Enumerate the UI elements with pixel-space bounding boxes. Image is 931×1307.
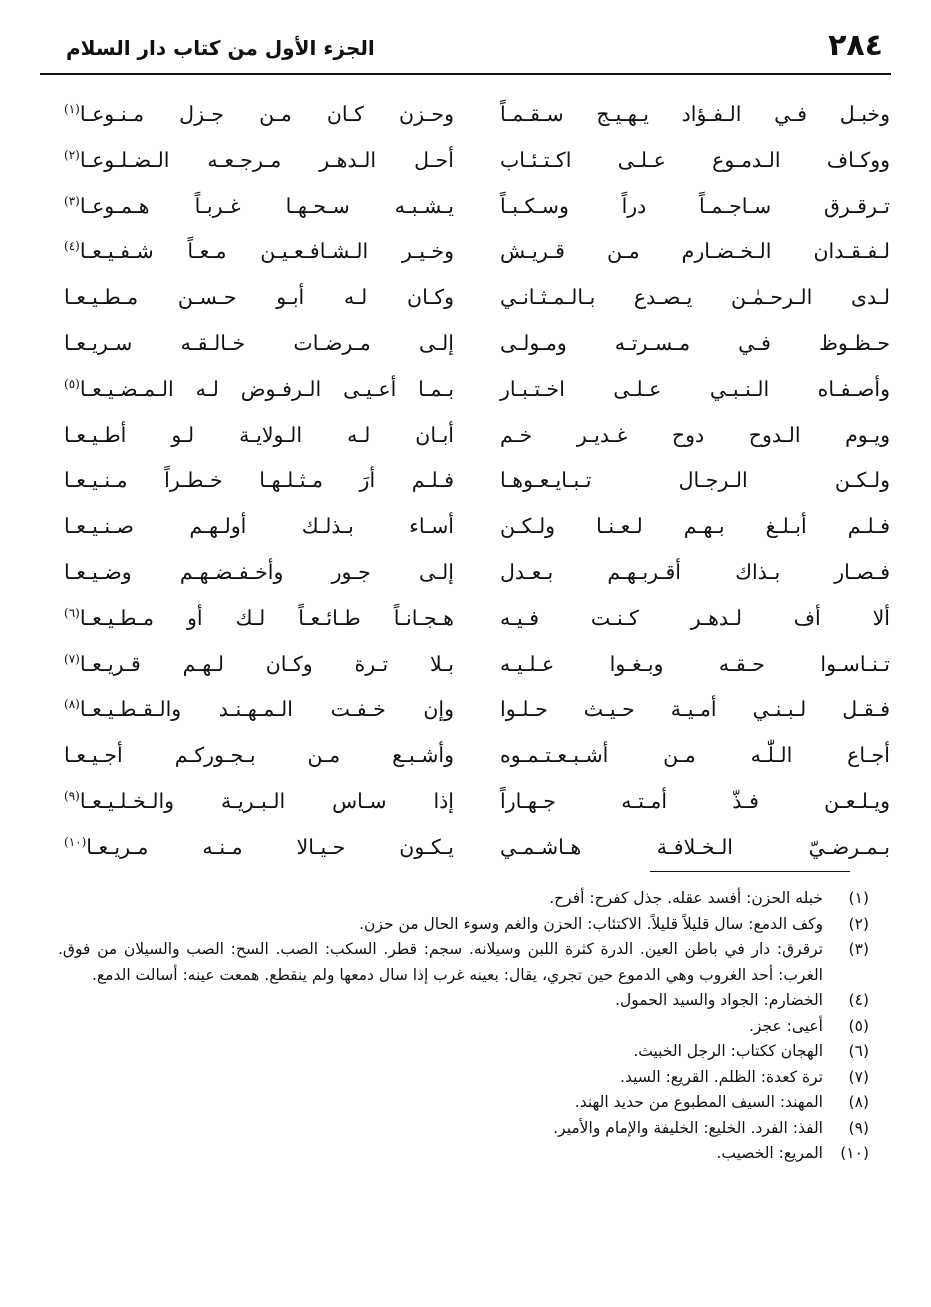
footnote-number: (٩) [848, 1118, 869, 1137]
hemistich-first [500, 321, 890, 367]
hemistich-second [64, 779, 454, 825]
hemistich-first [500, 367, 890, 413]
hemistich-first-text: فـلـم أبـلـغ بـهـم لـعـنـا ولـكـن [500, 514, 890, 539]
hemistich-first-text: وخبـل فـي الـفـؤاد يـهـيـج سـقـمـاً [500, 102, 890, 126]
hemistich-second [64, 504, 454, 550]
footnote-number: (٧) [848, 1067, 869, 1086]
footnote-marker: (٦) [64, 605, 80, 620]
hemistich-first-text: ألا أف لـدهـر كـنـت فـيـه [500, 605, 890, 630]
hemistich-second [64, 596, 454, 642]
hemistich-second-text: يـشـبـه سـحـهـا غـربـاً هـمـوعـا [79, 193, 454, 218]
footnote-text: المريع: الخصيب. [716, 1144, 823, 1162]
footnote-number: (١) [848, 889, 869, 907]
footnote [58, 886, 869, 912]
hemistich-second-text: وإن خـفـت الـمـهـنـد والـقـطـيـعـا [79, 697, 454, 722]
page-number: ٢٨٤ [828, 28, 883, 63]
footnote-number: (٥) [848, 1016, 869, 1035]
hemistich-second [64, 687, 454, 733]
hemistich-second-text: هـجـانـاً طـائـعـاً لـك أو مـطـيـعـا [79, 605, 454, 630]
hemistich-first [500, 733, 890, 779]
page-header [40, 24, 891, 70]
hemistich-second-text: أبـان لـه الـولايـة لـو أطـيـعـا [64, 422, 454, 447]
footnote-marker: (٧) [64, 651, 80, 666]
footnote-number: (٤) [848, 991, 869, 1009]
footnote [58, 937, 869, 988]
hemistich-first [500, 184, 890, 230]
hemistich-first [500, 642, 890, 688]
hemistich-first-text: تـنـاسـوا حـقـه وبـغـوا عـلـيـه [500, 651, 890, 676]
poem-left-column [64, 92, 454, 871]
footnotes [58, 886, 869, 1167]
hemistich-first-text: حـظـوظ فـي مـسـرتـه ومـولـى [500, 330, 890, 355]
hemistich-first-text: أجـاع الـلّٰـه مـن أشـبـعـتـمـوه [500, 743, 890, 768]
footnote-marker: (٣) [64, 193, 80, 208]
footnote-number: (٣) [848, 940, 869, 958]
hemistich-second-text: يـكـون حـيـالا مـنـه مـريـعـا [86, 834, 454, 859]
hemistich-second [64, 184, 454, 230]
hemistich-first [500, 550, 890, 596]
poem-right-column [500, 92, 890, 871]
hemistich-second-text: بـمـا أعـيـى الـرفـوض لـه الـمـضـيـعـا [79, 376, 454, 401]
hemistich-first-text: لـفـقـدان الـخـضـارم مـن قـريـش [500, 239, 890, 264]
footnote-marker: (٥) [64, 376, 80, 391]
hemistich-second [64, 825, 454, 871]
running-title: الجزء الأول من كتاب دار السلام [66, 36, 375, 60]
hemistich-first [500, 138, 890, 184]
hemistich-second [64, 275, 454, 321]
hemistich-second-text: وكـان لـه أبـو حـسـن مـطـيـعـا [64, 285, 454, 310]
footnote-marker: (١٠) [64, 834, 87, 849]
footnote-text: خبله الحزن: أفسد عقله. جذل كفرح: أفرح. [549, 889, 823, 907]
hemistich-second-text: وخـيـر الـشـافـعـيـن مـعـاً شـفـيـعـا [79, 239, 454, 264]
footnote-marker: (٩) [64, 789, 80, 804]
hemistich-second [64, 642, 454, 688]
hemistich-first [500, 92, 890, 138]
footnote [58, 1090, 869, 1116]
hemistich-second-text: إلـى مـرضـات خـالـقـه سـريـعـا [64, 330, 454, 355]
hemistich-second-text: فـلـم أرَ مـثـلـهـا خـطـراً مـنـيـعـا [64, 468, 454, 493]
footnote-number: (٦) [848, 1042, 869, 1060]
hemistich-first [500, 779, 890, 825]
hemistich-first-text: ووكـاف الـدمـوع عـلـى اكـتـئـاب [500, 147, 890, 172]
footnote-number: (٢) [848, 914, 869, 933]
hemistich-second [64, 321, 454, 367]
hemistich-first-text: ويـوم الـدوح دوح غـديـر خـم [500, 422, 890, 447]
hemistich-second-text: وأشـبـع مـن بـجـوركـم أجـيـعـا [64, 743, 454, 768]
hemistich-first-text: ولـكـن الـرجـال تـبـايـعـوهـا [500, 468, 890, 493]
footnote [58, 1116, 869, 1142]
hemistich-second [64, 458, 454, 504]
hemistich-first-text: تـرقـرق سـاجـمـاً دراً وسـكـبـاً [500, 193, 890, 218]
hemistich-first [500, 229, 890, 275]
hemistich-first-text: بـمـرضـيّ الـخـلافـة هـاشـمـي [500, 834, 890, 859]
hemistich-second-text: أسـاء بـذلـك أولـهـم صـنـيـعـا [64, 514, 454, 539]
footnote-marker: (١) [64, 102, 80, 117]
header-rule [40, 73, 891, 75]
footnote-text: الفذ: الفرد. الخليع: الخليفة والإمام والأمير. [553, 1118, 823, 1137]
footnote-text: وكف الدمع: سال قليلاً قليلاً. الاكتئاب: الحزن والغم وسوء الحال من حزن. [359, 914, 823, 933]
hemistich-second [64, 92, 454, 138]
footnote-text: ترقرق: دار في باطن العين. الدرة كثرة اللبن وسيلانه. سجم: قطر. السكب: الصب. السح: الصب والسيلان من فوق. الغرب: أحد الغروب وهي الدموع حين تجري، يقال: بعينه غرب إذا سال دمعها ولم ينقطع. همعت عينه: أسالت الدمع. [58, 940, 823, 984]
footnote-text: ترة كعدة: الظلم. القريع: السيد. [620, 1067, 823, 1086]
hemistich-second [64, 733, 454, 779]
hemistich-second-text: إذا سـاس الـبـريـة والـخـلـيـعـا [79, 788, 454, 813]
footnote [58, 988, 869, 1014]
hemistich-first-text: فـصـار بـذاك أقـربـهـم بـعـدل [500, 559, 890, 584]
hemistich-first [500, 413, 890, 459]
hemistich-first [500, 596, 890, 642]
hemistich-second-text: أحـل الـدهـر مـرجـعـه الـضـلـوعـا [79, 147, 454, 172]
hemistich-second [64, 229, 454, 275]
hemistich-second [64, 138, 454, 184]
hemistich-first [500, 687, 890, 733]
hemistich-first-text: لـدى الـرحـمٰـن يـصـدع بـالـمـثـانـي [500, 285, 890, 310]
hemistich-first-text: وأصـفـاه الـنـبـي عـلـى اخـتـبـار [500, 376, 890, 401]
footnote-text: الهجان ككتاب: الرجل الخبيث. [633, 1042, 823, 1060]
footnote [58, 1065, 869, 1091]
footnote-marker: (٢) [64, 147, 80, 162]
hemistich-second [64, 413, 454, 459]
footnote-rule [650, 871, 850, 872]
hemistich-second [64, 367, 454, 413]
footnote-text: الخضارم: الجواد والسيد الحمول. [615, 991, 823, 1009]
footnote [58, 1039, 869, 1065]
hemistich-first-text: فـقـل لـبـنـي أمـيـة حـيـث حـلـوا [500, 697, 890, 722]
hemistich-first [500, 458, 890, 504]
hemistich-first-text: ويـلـعـن فـذّ أمـتـه جـهـاراً [500, 788, 890, 813]
footnote-marker: (٤) [64, 239, 80, 254]
hemistich-second-text: وحـزن كـان مـن جـزل مـنـوعـا [79, 102, 454, 126]
footnote-text: المهند: السيف المطبوع من حديد الهند. [574, 1093, 823, 1111]
hemistich-second-text: إلـى جـور وأخـفـضـهـم وضـيـعـا [64, 559, 454, 584]
hemistich-first [500, 504, 890, 550]
footnote [58, 1014, 869, 1040]
footnote [58, 912, 869, 938]
hemistich-second [64, 550, 454, 596]
footnote-marker: (٨) [64, 697, 80, 712]
hemistich-first [500, 275, 890, 321]
poem [40, 92, 890, 859]
footnote [58, 1141, 869, 1167]
hemistich-second-text: بـلا تـرة وكـان لـهـم قـريـعـا [79, 651, 454, 676]
hemistich-first [500, 825, 890, 871]
footnote-number: (٨) [848, 1093, 869, 1111]
footnote-text: أعيى: عجز. [748, 1016, 823, 1035]
footnote-number: (١٠) [840, 1144, 869, 1162]
